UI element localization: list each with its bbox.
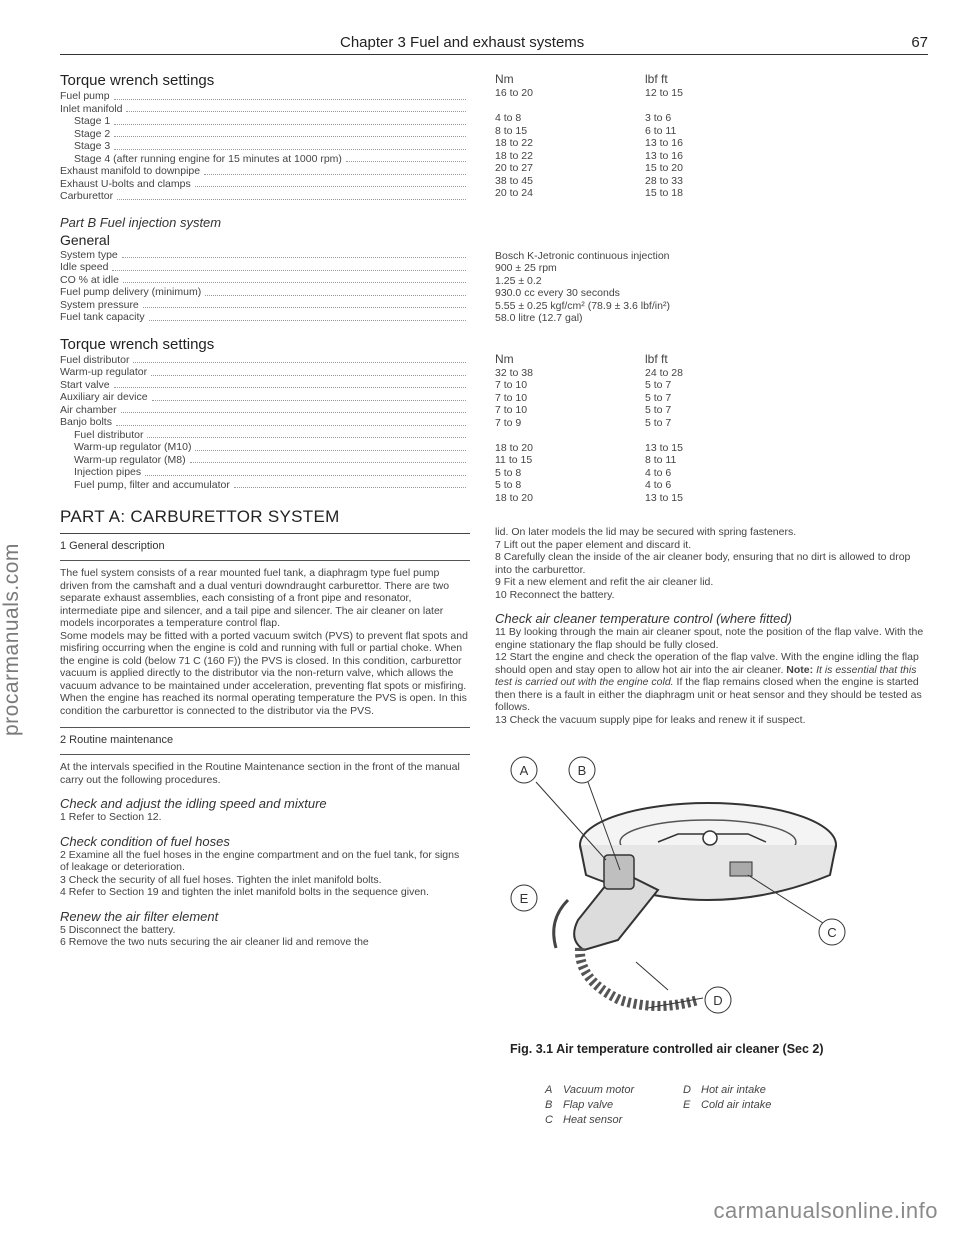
- air-cleaner-illustration: [508, 750, 848, 1020]
- lbf-value: 13 to 15: [645, 441, 683, 454]
- nm-value: 8 to 15: [495, 124, 528, 137]
- spec-label: Auxiliary air device: [60, 391, 148, 403]
- nm-value: 18 to 20: [495, 491, 533, 504]
- filter-heading: Renew the air filter element: [60, 908, 219, 924]
- spec-label: Stage 4 (after running engine for 15 minutes at 1000 rpm): [74, 152, 342, 165]
- spec-row: [60, 90, 470, 103]
- svg-text:D: D: [713, 993, 723, 1008]
- nm-value: 20 to 27: [495, 162, 533, 174]
- nm-header-2: Nm: [495, 351, 514, 366]
- nm-value: 11 to 15: [495, 454, 533, 466]
- step-5: 5 Disconnect the battery.: [60, 923, 176, 936]
- step-4: 4 Refer to Section 19 and tighten the inlet manifold bolts in the sequence given.: [60, 886, 429, 898]
- legend-value: Vacuum motor: [563, 1084, 635, 1096]
- lbf-value: 12 to 15: [645, 87, 683, 99]
- spec-label: Stage 3: [74, 140, 111, 152]
- value-row: [495, 175, 928, 188]
- part-b-spec-labels: [60, 249, 470, 324]
- dot-leader: [122, 249, 466, 259]
- legend-row: [545, 1113, 885, 1128]
- lbf-value: 5 to 7: [645, 391, 672, 404]
- step-11: 11 By looking through the main air cleaner spout, note the position of the flap valve. With the engine stationary the flap should be fully closed.: [495, 626, 924, 651]
- step-1: 1 Refer to Section 12.: [60, 811, 162, 823]
- dot-leader: [117, 190, 466, 200]
- nm-value: 16 to 20: [495, 87, 533, 99]
- nm-value: 4 to 8: [495, 112, 522, 124]
- lbf-value: 4 to 6: [645, 466, 672, 479]
- spec-label: Stage 1: [74, 115, 111, 127]
- spec-row: [60, 128, 470, 141]
- heat-sensor: [730, 862, 752, 876]
- value-row: [495, 417, 928, 430]
- step-12-text: 12 Start the engine and check the operation of the flap valve. With the engine idling the flap should open and stay open to allow hot air into the air cleaner.: [495, 651, 919, 676]
- lbf-value: 24 to 28: [645, 366, 683, 379]
- spec-row: [60, 391, 470, 404]
- lbf-value: 5 to 7: [645, 416, 672, 429]
- spec-row: [60, 261, 470, 274]
- step-12-cont: If the flap remains closed when the engine is started then there is a fault in either the diaphragm unit or heat sensor and they should be tested as follows.: [495, 676, 922, 713]
- step-6: 6 Remove the two nuts securing the air cleaner lid and remove the: [60, 936, 369, 948]
- lbf-value: 5 to 7: [645, 404, 672, 416]
- dot-leader: [190, 454, 466, 464]
- spec-row: [60, 190, 470, 203]
- legend-value: Heat sensor: [563, 1114, 623, 1126]
- spec-row: [60, 274, 470, 287]
- legend-key: B: [545, 1099, 553, 1111]
- dot-leader: [123, 274, 466, 284]
- spec-value: Bosch K-Jetronic continuous injection: [495, 249, 670, 262]
- dot-leader: [195, 441, 466, 451]
- legend-row: [545, 1083, 885, 1098]
- dot-leader: [114, 115, 466, 125]
- legend-key: C: [545, 1114, 553, 1126]
- value-row: [495, 479, 928, 492]
- nm-value: 38 to 45: [495, 174, 533, 187]
- nm-value: [495, 100, 645, 113]
- spec-row: [60, 354, 470, 367]
- section-1-heading: 1 General description: [60, 534, 470, 561]
- lbf-value: 6 to 11: [645, 124, 677, 137]
- part-b-heading: Part B Fuel injection system: [60, 214, 222, 230]
- dot-leader: [147, 429, 466, 439]
- dot-leader: [114, 90, 466, 100]
- section-2-heading: 2 Routine maintenance: [60, 727, 470, 755]
- torque-table-2-labels: [60, 354, 470, 492]
- legend-value: Flap valve: [563, 1099, 614, 1111]
- dot-leader: [234, 479, 466, 489]
- spec-row: [60, 366, 470, 379]
- dot-leader: [195, 178, 466, 188]
- dot-leader: [205, 286, 466, 296]
- lbf-value: 8 to 11: [645, 454, 677, 466]
- spec-label: Idle speed: [60, 261, 109, 273]
- step-10: 10 Reconnect the battery.: [495, 588, 615, 601]
- value-row: [495, 112, 928, 125]
- label-c: [819, 919, 845, 945]
- value-row: [495, 162, 928, 175]
- legend-key: D: [683, 1084, 691, 1096]
- spec-label: Fuel distributor: [74, 428, 144, 441]
- spec-label: Banjo bolts: [60, 416, 112, 428]
- spec-label: Warm-up regulator (M8): [74, 453, 186, 466]
- nm-value: 18 to 22: [495, 149, 533, 162]
- svg-text:A: A: [519, 763, 529, 778]
- vacuum-motor: [604, 855, 634, 889]
- lbf-value: 13 to 16: [645, 149, 683, 162]
- legend-value: Hot air intake: [701, 1084, 766, 1096]
- value-row: [495, 87, 928, 100]
- torque-values-2: [495, 352, 928, 505]
- spec-row: [60, 286, 470, 299]
- nm-value: 18 to 20: [495, 441, 533, 454]
- spec-row: [60, 165, 470, 178]
- cold-air-intake: [554, 900, 568, 948]
- spec-row: [60, 404, 470, 417]
- nm-value: 20 to 24: [495, 187, 533, 199]
- svg-text:C: C: [827, 925, 837, 940]
- part-a-heading: PART A: CARBURETTOR SYSTEM: [60, 507, 470, 534]
- value-row: [495, 442, 928, 455]
- spec-value: 5.55 ± 0.25 kgf/cm² (78.9 ± 3.6 lbf/in²): [495, 299, 670, 312]
- torque-values-1: [495, 72, 928, 200]
- legend-key: [683, 1113, 701, 1128]
- value-row: [495, 429, 928, 442]
- step-8: 8 Carefully clean the inside of the air cleaner body, ensuring that no dirt is allowed to drop into the carburettor.: [495, 551, 911, 576]
- nm-value: 32 to 38: [495, 366, 533, 379]
- section-2-para-1: At the intervals specified in the Routine Maintenance section in the front of the manual carry out the following procedures.: [60, 761, 460, 786]
- lbf-value: 4 to 6: [645, 479, 672, 491]
- value-row: [495, 392, 928, 405]
- spec-label: Warm-up regulator: [60, 366, 148, 378]
- lbf-value: 3 to 6: [645, 112, 672, 124]
- value-row: [495, 187, 928, 200]
- lbf-header-2: lbf ft: [645, 351, 668, 366]
- value-row: [495, 125, 928, 138]
- legend-row: [545, 1098, 885, 1113]
- legend-value: [701, 1113, 821, 1128]
- spec-label: Inlet manifold: [60, 102, 123, 115]
- spec-label: Start valve: [60, 378, 110, 391]
- label-b: [569, 757, 595, 783]
- section-1-para-2: Some models may be fitted with a ported vacuum switch (PVS) to prevent flat spots and misfiring occurring when the engine is cold and running with full or partial choke. When the engine is cold (below 71 C (160 F)) the PVS is closed. In this condition, carburettor vacuum is applied directly to the distributor via the non-return valve, which allows the vacuum advance to be maintained under acceleration, preventing flat spots or misfiring.: [60, 629, 468, 692]
- page-number: 67: [911, 34, 928, 51]
- value-row: [495, 467, 928, 480]
- spec-row: [60, 441, 470, 454]
- spec-label: Fuel tank capacity: [60, 311, 145, 323]
- nm-value: 5 to 8: [495, 466, 522, 479]
- spec-row: [60, 249, 470, 262]
- value-row: [495, 404, 928, 417]
- nm-value: 7 to 10: [495, 391, 528, 404]
- lbf-header-1: lbf ft: [645, 72, 668, 86]
- hot-air-hose: [580, 948, 698, 1006]
- spec-row: [60, 103, 470, 116]
- watermark-bottom: carmanualsonline.info: [713, 1198, 938, 1223]
- step-9: 9 Fit a new element and refit the air cleaner lid.: [495, 576, 714, 588]
- legend-key: E: [683, 1099, 691, 1111]
- label-e: [511, 885, 537, 911]
- dot-leader: [114, 379, 466, 389]
- lbf-value: 28 to 33: [645, 174, 683, 187]
- spec-value: 1.25 ± 0.2: [495, 274, 542, 287]
- dot-leader: [346, 153, 466, 163]
- dot-leader: [112, 261, 466, 271]
- watermark-left: procarmanuals.com: [0, 543, 23, 737]
- lbf-value: 13 to 15: [645, 491, 683, 504]
- spec-label: System pressure: [60, 298, 139, 311]
- right-column: [495, 72, 928, 726]
- spec-row: [60, 153, 470, 166]
- value-row: [495, 379, 928, 392]
- spec-value: 930.0 cc every 30 seconds: [495, 287, 620, 299]
- dot-leader: [152, 391, 466, 401]
- general-heading: General: [60, 231, 110, 248]
- svg-text:B: B: [577, 763, 587, 778]
- spec-row: [60, 416, 470, 429]
- part-b-spec-values: [495, 250, 928, 325]
- dot-leader: [143, 299, 466, 309]
- dot-leader: [204, 165, 466, 175]
- spec-value: 58.0 litre (12.7 gal): [495, 312, 583, 324]
- spec-label: Exhaust manifold to downpipe: [60, 165, 201, 177]
- spec-row: [60, 379, 470, 392]
- spec-row: [60, 454, 470, 467]
- spec-label: Carburettor: [60, 190, 114, 202]
- note-text: It is essential that this test is carried out with the engine cold.: [495, 663, 917, 688]
- value-row: [495, 492, 928, 505]
- spec-value: 900 ± 25 rpm: [495, 262, 557, 274]
- nm-value: 5 to 8: [495, 479, 522, 491]
- nm-value: 7 to 9: [495, 416, 522, 429]
- step-12: [495, 651, 928, 714]
- legend-key: A: [545, 1084, 553, 1096]
- step-6-continued: lid. On later models the lid may be secured with spring fasteners.: [495, 526, 797, 538]
- nm-value: 7 to 10: [495, 404, 528, 416]
- spec-label: System type: [60, 248, 118, 261]
- nm-value: 7 to 10: [495, 379, 528, 391]
- svg-text:E: E: [519, 891, 529, 906]
- torque-table-1-labels: [60, 90, 470, 203]
- legend-value: Cold air intake: [701, 1099, 772, 1111]
- value-row: [495, 454, 928, 467]
- spec-label: Fuel pump, filter and accumulator: [74, 478, 230, 491]
- dot-leader: [145, 466, 466, 476]
- dot-leader: [114, 140, 466, 150]
- value-row: [495, 100, 928, 113]
- figure-caption: Fig. 3.1 Air temperature controlled air cleaner (Sec 2): [510, 1042, 824, 1056]
- dot-leader: [133, 354, 466, 364]
- lbf-value: 13 to 16: [645, 137, 683, 149]
- spec-row: [60, 479, 470, 492]
- nm-header-1: Nm: [495, 72, 514, 86]
- spec-label: Air chamber: [60, 403, 117, 416]
- spec-row: [60, 178, 470, 191]
- spec-row: [60, 466, 470, 479]
- left-column: [60, 72, 470, 949]
- spec-label: Fuel pump delivery (minimum): [60, 286, 202, 298]
- value-row: [495, 150, 928, 163]
- section-1-para-3: When the engine has reached its normal operating temperature the PVS is open. In this condition the carburettor is connected to the distributor via the PVS.: [60, 692, 467, 717]
- page-header: [60, 0, 928, 55]
- spec-label: Exhaust U-bolts and clamps: [60, 177, 191, 190]
- label-a: [511, 757, 537, 783]
- temp-control-heading: Check air cleaner temperature control (where fitted): [495, 611, 792, 626]
- label-d: [705, 987, 731, 1013]
- dot-leader: [126, 103, 466, 113]
- spec-row: [60, 140, 470, 153]
- dot-leader: [116, 416, 466, 426]
- spec-row: [60, 429, 470, 442]
- spec-label: Fuel distributor: [60, 353, 130, 366]
- nm-value: 18 to 22: [495, 137, 533, 149]
- wing-nut: [703, 831, 717, 845]
- section-1-para-1: The fuel system consists of a rear mounted fuel tank, a diaphragm type fuel pump driven from the camshaft and a dual venturi downdraught carburettor. There are two separate exhaust assemblies, each consisting of a front pipe and resonator, intermediate pipe and silencer, and a tail pipe and silencer. The air cleaner on later models incorporates a temperature control flap.: [60, 567, 450, 629]
- step-13: 13 Check the vacuum supply pipe for leaks and renew it if suspect.: [495, 713, 806, 726]
- spec-label: Stage 2: [74, 127, 111, 140]
- nm-value: [495, 429, 645, 442]
- dot-leader: [149, 311, 466, 321]
- torque-heading-1: Torque wrench settings: [60, 72, 215, 89]
- lbf-value: 5 to 7: [645, 379, 672, 391]
- figure-legend: [545, 1083, 885, 1128]
- step-2: 2 Examine all the fuel hoses in the engine compartment and on the fuel tank, for signs of leakage or deterioration.: [60, 848, 460, 873]
- spec-row: [60, 115, 470, 128]
- dot-leader: [151, 366, 466, 376]
- spec-row: [60, 299, 470, 312]
- spec-label: Warm-up regulator (M10): [74, 441, 192, 453]
- lbf-value: 15 to 18: [645, 187, 683, 199]
- value-row: [495, 137, 928, 150]
- air-cleaner-figure: [508, 750, 848, 1020]
- spec-label: Injection pipes: [74, 466, 142, 478]
- idle-heading: Check and adjust the idling speed and mixture: [60, 796, 327, 811]
- step-7: 7 Lift out the paper element and discard it.: [495, 538, 692, 551]
- spec-label: CO % at idle: [60, 273, 119, 286]
- hoses-heading: Check condition of fuel hoses: [60, 833, 230, 849]
- spec-row: [60, 311, 470, 324]
- value-row: [495, 367, 928, 380]
- note-label: Note:: [786, 663, 814, 676]
- spec-label: Fuel pump: [60, 90, 110, 102]
- step-3: 3 Check the security of all fuel hoses. Tighten the inlet manifold bolts.: [60, 873, 382, 886]
- dot-leader: [121, 404, 466, 414]
- chapter-title: Chapter 3 Fuel and exhaust systems: [340, 34, 585, 51]
- lbf-value: 15 to 20: [645, 162, 683, 174]
- torque-heading-2: Torque wrench settings: [60, 335, 215, 353]
- dot-leader: [114, 128, 466, 138]
